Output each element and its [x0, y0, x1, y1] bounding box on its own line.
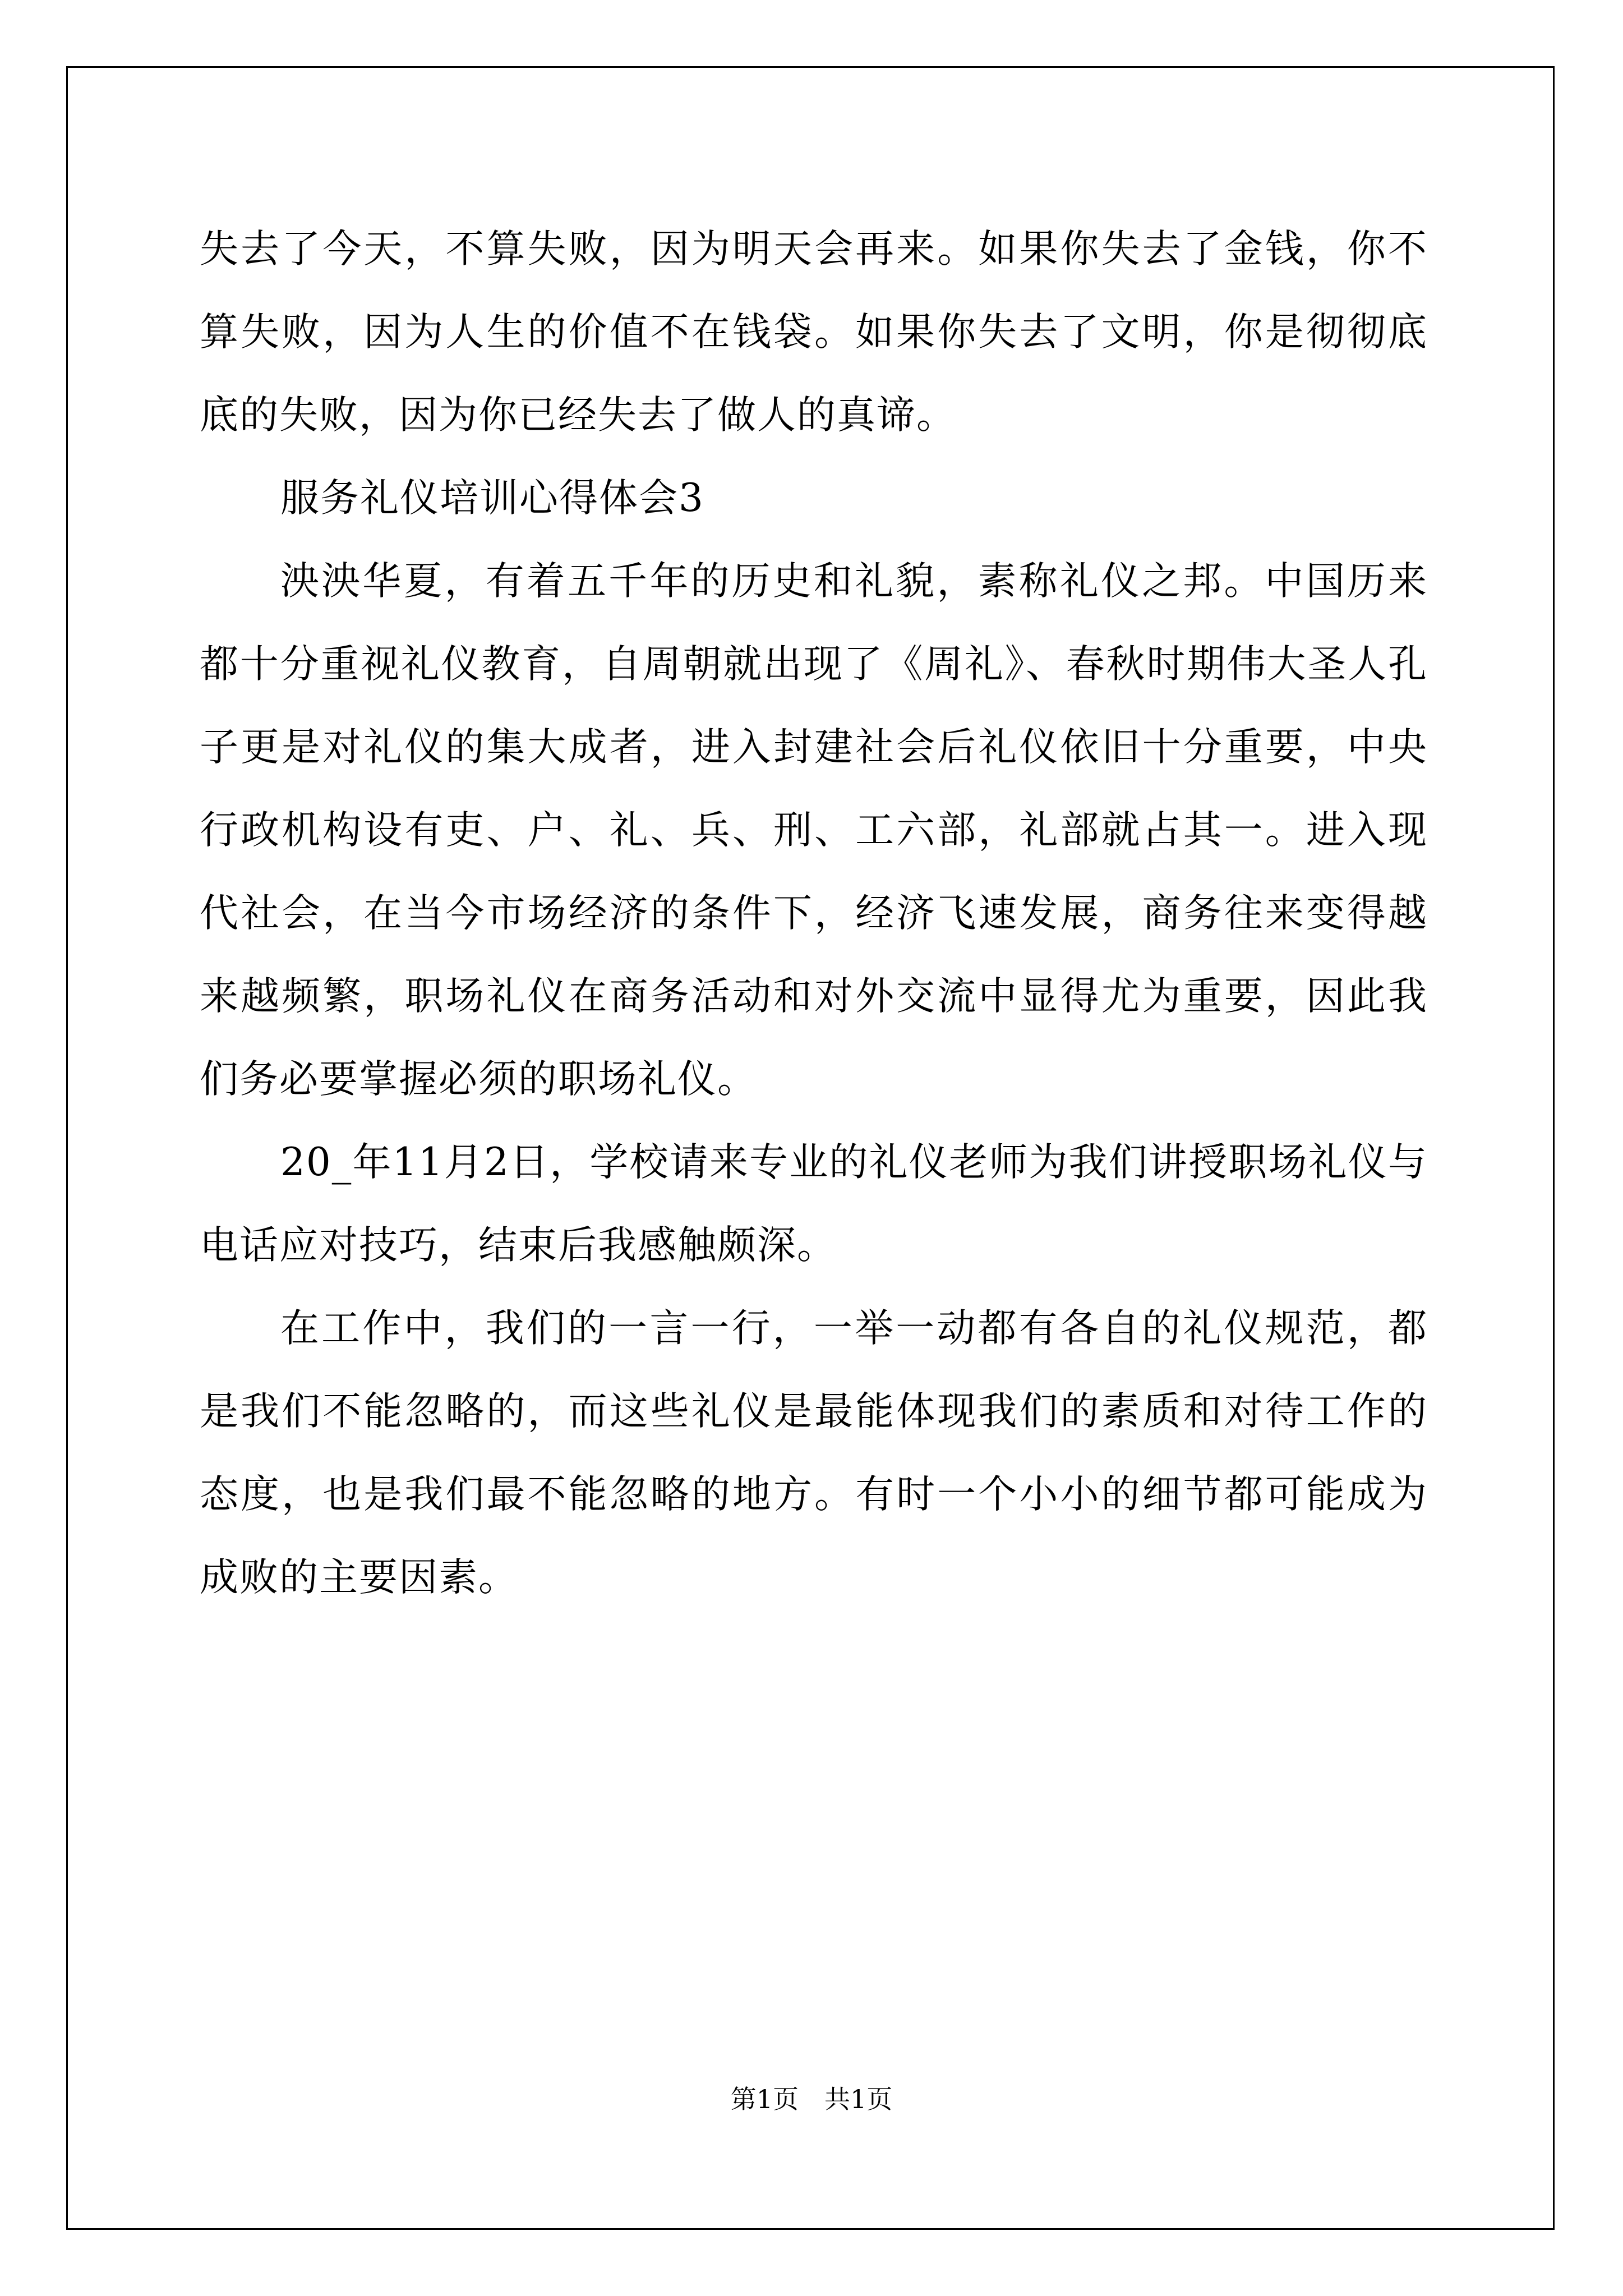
section-heading: 服务礼仪培训心得体会3	[280, 476, 704, 521]
page-footer: 第1页 共1页	[730, 2084, 893, 2114]
paragraph-4: 在工作中，我们的一言一行，一举一动都有各自的礼仪规范，都是我们不能忽略的，而这些礼仪是最能体现我们的素质和对待工作的态度，也是我们最不能忽略的地方。有时一个小小的细节都可能成为成败的主要因素。	[200, 1306, 1428, 1600]
document-body	[200, 208, 1428, 1619]
paragraph-1: 失去了今天，不算失败，因为明天会再来。如果你失去了金钱，你不算失败，因为人生的价值不在钱袋。如果你失去了文明，你是彻彻底底的失败，因为你已经失去了做人的真谛。	[200, 227, 1428, 438]
paragraph-3: 20_年11月2日，学校请来专业的礼仪老师为我们讲授职场礼仪与电话应对技巧，结束后我感触颇深。	[200, 1140, 1428, 1268]
paragraph-2: 泱泱华夏，有着五千年的历史和礼貌，素称礼仪之邦。中国历来都十分重视礼仪教育，自周朝就出现了《周礼》、春秋时期伟大圣人孔子更是对礼仪的集大成者，进入封建社会后礼仪依旧十分重要，中央行政机构设有吏、户、礼、兵、刑、工六部，礼部就占其一。进入现代社会，在当今市场经济的条件下，经济飞速发展，商务往来变得越来越频繁，职场礼仪在商务活动和对外交流中显得尤为重要，因此我们务必要掌握必须的职场礼仪。	[200, 559, 1428, 1102]
